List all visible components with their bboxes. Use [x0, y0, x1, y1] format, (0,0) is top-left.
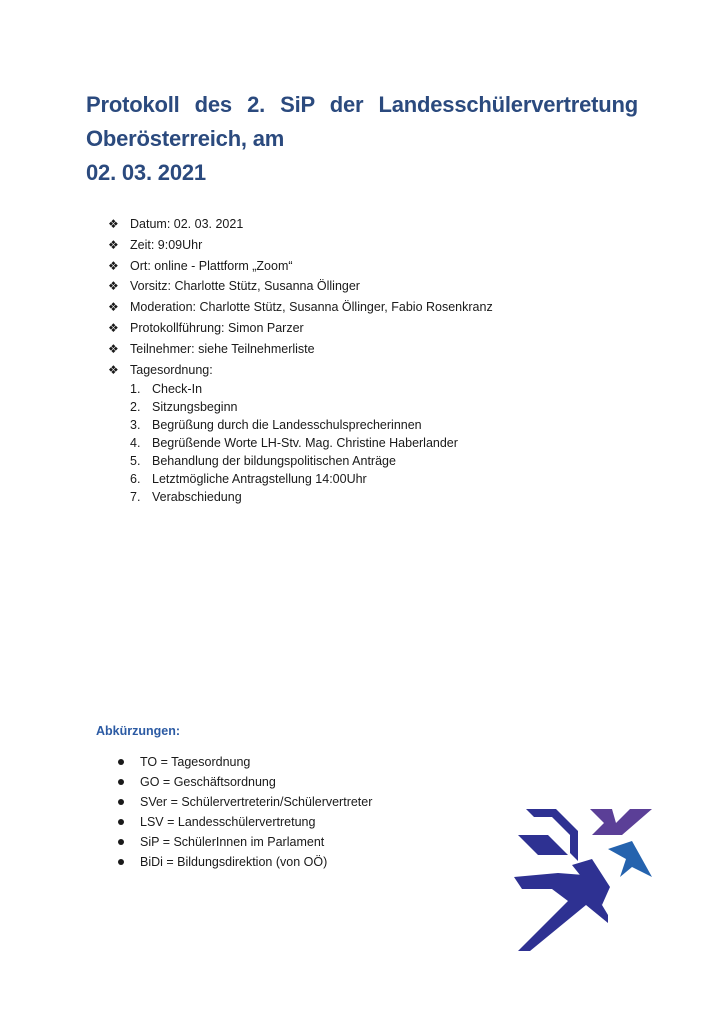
info-item-location [108, 256, 493, 277]
abbreviation-item [116, 812, 372, 832]
agenda-number: 4. [130, 436, 141, 451]
agenda-item [130, 434, 493, 452]
diamond-bullet-icon: ❖ [108, 362, 119, 377]
agenda-list [130, 380, 493, 506]
bullet-dot-icon [118, 819, 124, 825]
agenda-item [130, 470, 493, 488]
logo-bar-top-left [518, 835, 568, 855]
abbreviation-item [116, 832, 372, 852]
info-item-text: Zeit: 9:09Uhr [130, 237, 203, 252]
abbreviation-item [116, 852, 372, 872]
agenda-item [130, 398, 493, 416]
diamond-bullet-icon: ❖ [108, 300, 119, 315]
bullet-dot-icon [118, 759, 124, 765]
diamond-bullet-icon: ❖ [108, 279, 119, 294]
agenda-item [130, 452, 493, 470]
lsv-arrows-logo [512, 805, 660, 955]
abbreviation-text: BiDi = Bildungsdirektion (von OÖ) [140, 855, 328, 869]
agenda-number: 7. [130, 490, 141, 505]
info-item-text: Vorsitz: Charlotte Stütz, Susanna Öllinger [130, 279, 360, 294]
abbreviation-item [116, 772, 372, 792]
abbreviations-heading: Abkürzungen: [96, 724, 181, 738]
agenda-item [130, 488, 493, 506]
meeting-info-list [108, 214, 493, 506]
agenda-item [130, 416, 493, 434]
agenda-text: Begrüßung durch die Landesschulsprecherinnen [152, 418, 422, 433]
bullet-dot-icon [118, 799, 124, 805]
diamond-bullet-icon: ❖ [108, 217, 119, 231]
agenda-text: Behandlung der bildungspolitischen Anträge [152, 454, 396, 469]
diamond-bullet-icon: ❖ [108, 320, 119, 335]
agenda-text: Letztmögliche Antragstellung 14:00Uhr [152, 472, 367, 487]
agenda-number: 6. [130, 472, 141, 487]
agenda-number: 1. [130, 382, 141, 397]
title-line-1: Protokoll des 2. SiP der Landesschülervertretung [86, 92, 638, 117]
info-item-text: Ort: online - Plattform „Zoom“ [130, 258, 293, 273]
info-item-text: Datum: 02. 03. 2021 [130, 217, 244, 231]
abbreviation-text: TO = Tagesordnung [140, 755, 251, 769]
diamond-bullet-icon: ❖ [108, 237, 119, 252]
agenda-text: Check-In [152, 382, 203, 397]
abbreviation-text: LSV = Landesschülervertretung [140, 815, 316, 829]
info-item-moderation [108, 297, 493, 318]
agenda-number: 3. [130, 418, 141, 433]
info-item-text: Teilnehmer: siehe Teilnehmerliste [130, 341, 315, 356]
abbreviation-item [116, 752, 372, 772]
info-item-text: Moderation: Charlotte Stütz, Susanna Öllinger, Fabio Rosenkranz [130, 300, 493, 315]
abbreviation-text: SVer = Schülervertreterin/Schülervertreter [140, 795, 373, 809]
abbreviation-item [116, 792, 372, 812]
agenda-text: Verabschiedung [152, 490, 242, 505]
document-title [86, 88, 638, 190]
diamond-bullet-icon: ❖ [108, 258, 119, 273]
info-item-participants [108, 339, 493, 360]
bullet-dot-icon [118, 779, 124, 785]
info-item-chair [108, 276, 493, 297]
agenda-number: 5. [130, 454, 141, 469]
info-item-text: Tagesordnung: [130, 362, 213, 377]
agenda-number: 2. [130, 400, 141, 415]
abbreviations-list [116, 752, 372, 872]
title-line-2: Oberösterreich, am [86, 126, 285, 151]
logo-chevron-top-right [590, 809, 652, 835]
info-item-date [108, 214, 493, 235]
info-item-text: Protokollführung: Simon Parzer [130, 320, 304, 335]
abbreviation-text: GO = Geschäftsordnung [140, 775, 276, 789]
bullet-dot-icon [118, 859, 124, 865]
agenda-text: Begrüßende Worte LH-Stv. Mag. Christine Haberlander [152, 436, 458, 451]
diamond-bullet-icon: ❖ [108, 341, 119, 356]
title-line-3: 02. 03. 2021 [86, 160, 206, 185]
logo-arrow-right [608, 841, 652, 877]
bullet-dot-icon [118, 839, 124, 845]
info-item-time [108, 235, 493, 256]
info-item-agenda [108, 360, 493, 507]
agenda-text: Sitzungsbeginn [152, 400, 238, 415]
abbreviation-text: SiP = SchülerInnen im Parlament [140, 835, 325, 849]
agenda-item [130, 380, 493, 398]
info-item-minutes [108, 318, 493, 339]
